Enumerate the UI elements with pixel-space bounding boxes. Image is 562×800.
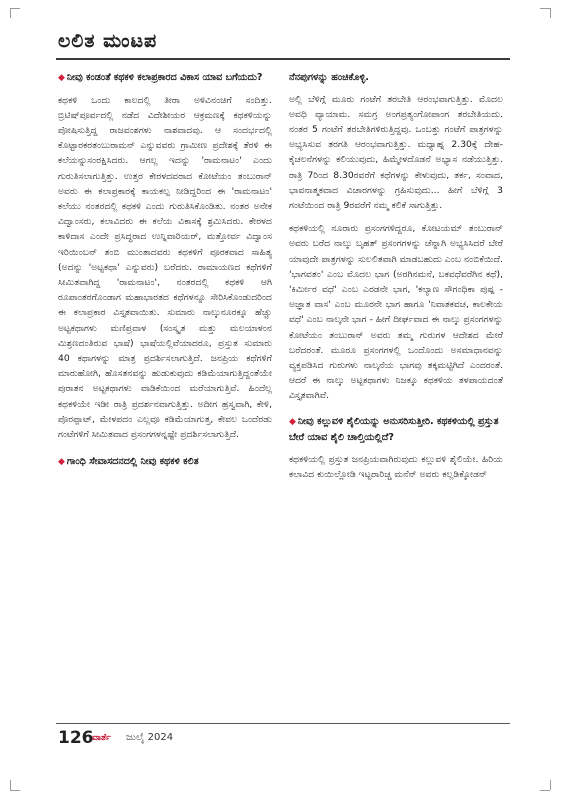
crop-mark xyxy=(550,8,551,18)
diamond-bullet-icon: ◆ xyxy=(58,457,65,468)
question-heading xyxy=(58,70,272,87)
question-continuation: ನೆನಪುಗಳನ್ನು ಹಂಚಿಕೊಳ್ಳಿ. xyxy=(289,72,369,83)
answer-paragraph: ಅಲ್ಲಿ ಬೆಳಿಗ್ಗೆ ಮೂರು ಗಂಟೆಗೆ ತರಬೇತಿ ಆರಂಭವಾಗುತ್ತಿತ್ತು. ಮೊದಲ ಅವಧಿ ವ್ಯಾಯಾಮ. ಸಮಗ್ರ ಅಂಗಪ್ರತ್ಯಂಗೋಪಾಂಗ ತರಬೇತಿಯದು. ನಂತರ 5 ಗಂಟೆಗೆ ತರಬೇತಿಗಳಿರುತ್ತಿದ್ದವು. ಒಂಬತ್ತು ಗಂಟೆಗೆ ಪಾತ್ರಗಳನ್ನು ಅಭ್ಯಸಿಸುವ ತರಗತಿ ಆರಂಭವಾಗುತ್ತಿತ್ತು. ಮಧ್ಯಾಹ್ನ 2.30ಕ್ಕೆ ದೇಹ-ಕೈಚಲನೆಗಳನ್ನು ಕಲಿಯುವುದು, ಹಿಮ್ಮೇಳದೊಡನೆ ಅಭ್ಯಾಸ ನಡೆಯುತ್ತಿತ್ತು. ರಾತ್ರಿ 7ರಿಂದ 8.30ರವರೆಗೆ ಕಥೆಗಳನ್ನು ಕೇಳುವುದು, ತರ್ಕ, ಸಂವಾದ, ಭಾವನಾತ್ಮಕವಾದ ವಿಚಾರಗಳನ್ನು ಗ್ರಹಿಸುವುದು... ಹೀಗೆ ಬೆಳಿಗ್ಗೆ 3 ಗಂಟೆಯಿಂದ ರಾತ್ರಿ 9ರವರೆಗೆ ನಮ್ಮ ಕಲಿಕೆ ಸಾಗುತ್ತಿತ್ತು. xyxy=(289,93,503,211)
crop-mark xyxy=(10,8,11,18)
issue-date: ಜುಲೈ 2024 xyxy=(126,732,174,743)
crop-mark xyxy=(540,790,550,791)
crop-mark xyxy=(10,790,20,791)
diamond-bullet-icon: ◆ xyxy=(289,416,296,427)
crop-mark xyxy=(10,780,11,790)
question-text: ನೀವು ಕಲ್ಲುವಳಿ ಶೈಲಿಯನ್ನು ಅನುಸರಿಸುತ್ತೀರಿ. ಕಥಕಳಿಯಲ್ಲಿ ಪ್ರಸ್ತುತ ಬೇರೆ ಯಾವ ಶೈಲಿ ಚಾಲ್ತಿಯಲ್ಲಿದೆ? xyxy=(289,415,499,444)
page-number: 126 xyxy=(58,728,94,748)
right-column xyxy=(289,70,503,490)
magazine-name: ವಾರ್ತೆ xyxy=(92,733,111,743)
section-title: ಲಲಿತ ಮಂಟಪ xyxy=(58,30,158,52)
answer-paragraph: ಕಥಕಳಿಯಲ್ಲಿ ನೂರಾರು ಪ್ರಸಂಗಗಳಿದ್ದರೂ, ಕೋಟಯಮ್ ತಂಬುರಾನ್ ಅವರು ಬರೆದ ನಾಲ್ಕು ಬೃಹತ್ ಪ್ರಸಂಗಗಳನ್ನು ಚೆನ್ನಾಗಿ ಅಭ್ಯಸಿಸಿದರೆ ಬೇರೆ ಯಾವುದೇ ಪಾತ್ರಗಳನ್ನು ಸುಲಲಿತವಾಗಿ ಮಾಡಬಹುದು ಎಂಬ ನಂಬಿಕೆಯಿದೆ. 'ಭಾಗವತಂ' ಎಂಬ ಮೊದಲ ಭಾಗ (ಅರಗಿನಮನೆ, ಬಕವಧೆವರೆಗಿನ ಕಥೆ), 'ಕಿರ್ಮೀರ ವಧೆ' ಎಂಬ ಎರಡನೇ ಭಾಗ, 'ಕಲ್ಯಾಣ ಸೌಗಂಧಿಕಾ ಪುಷ್ಪ - ಅಜ್ಞಾತ ವಾಸ' ಎಂಬ ಮೂರನೇ ಭಾಗ ಹಾಗೂ 'ನಿವಾತಕವಚ, ಕಾಲಕೇಯ ವಧೆ' ಎಂಬ ನಾಲ್ಕನೇ ಭಾಗ - ಹೀಗೆ ದೀರ್ಘವಾದ ಈ ನಾಲ್ಕು ಪ್ರಸಂಗಗಳನ್ನು ಕೋಟೆಯಂ ತಂಬುರಾನ್ ಅವರು ತಮ್ಮ ಗುರುಗಳ ಆದೇಶದ ಮೇರೆ ಬರೆದರಂತೆ. ಮೂರೂ ಪ್ರಸಂಗಗಳಲ್ಲಿ ಒಂದೊಂದು ಅಸಮಾಧಾನವನ್ನು ವ್ಯಕ್ತಪಡಿಸಿದ ಗುರುಗಳು ನಾಲ್ಕನೆಯ ಭಾಗವು ತಕ್ಕಮಟ್ಟಿಗಿದೆ ಎಂದರಂತೆ. ಆದರೆ ಈ ನಾಲ್ಕು ಅಟ್ಟಕಥಾಗಳು ನಿಜಕ್ಕೂ ಕಥಕಳಿಯ ತಳಪಾಯದಂತೆ ವಿಸ್ತೃತವಾಗಿವೆ. xyxy=(289,223,503,402)
header-rule xyxy=(56,58,510,60)
crop-mark xyxy=(10,8,20,9)
answer-paragraph: ಕಥಕಳಿಯಲ್ಲಿ ಪ್ರಸ್ತುತ ಜನಪ್ರಿಯವಾಗಿರುವುದು ಕಲ್ಲುವಳಿ ಶೈಲಿಯೇ. ಹಿರಿಯ ಕಲಾವಿದ ಕುಯಿಲ್ಲೋಡಿ ಇಟ್ಟರಾರಿಚ್ಚ ಮನೆನ್ ಅವರು ಕಲ್ಲಡಿಕ್ಕೋಡನ್ xyxy=(289,453,503,480)
left-column xyxy=(58,70,272,477)
diamond-bullet-icon: ◆ xyxy=(58,73,65,83)
question-text: ನೀವು ಕಂಡಂತೆ ಕಥಕಳಿ ಕಲಾಪ್ರಕಾರದ ವಿಕಾಸ ಯಾವ ಬಗೆಯದು? xyxy=(66,72,263,83)
question-heading xyxy=(58,454,272,471)
question-heading xyxy=(289,414,503,446)
crop-mark xyxy=(550,780,551,790)
answer-paragraph: ಕಥಕಳಿ ಒಂದು ಕಾಲದಲ್ಲಿ ತೀರಾ ಅಳಿವಿನಂಚಿಗೆ ಸಂದಿತ್ತು. ಬ್ರಿಟಿಷ್‌ಪೂರ್ವದಲ್ಲಿ ನಡೆದ ವಿದೇಶೀಯರ ಆಕ್ರಮಣಕ್ಕೆ ಕಥಕಳಿಯನ್ನು ಪೋಷಿಸುತ್ತಿದ್ದ ರಾಜವಂಶಗಳು ನಾಶವಾದವು. ಆ ಸಂದರ್ಭದಲ್ಲಿ ಕೊಟ್ಟಾರಕರತಂಬುರಾಮನ್ ಎನ್ನುವವರು ಗ್ರಾಮೀಣ ಪ್ರದೇಶಕ್ಕೆ ತೆರಳಿ ಈ ಕಲೆಯನ್ನುಸಂರಕ್ಷಿಸಿದರು. ಆಗಲ್ಲ ಇದನ್ನು 'ರಾಮನಾಟಂ' ಎಂದು ಗುರುತಿಸಲಾಗುತ್ತಿತ್ತು. ಉತ್ತರ ಕೇರಳದವರಾದ ಕೋಟೆಯಂ ತಂಬುರಾನ್ ಅವರು ಈ ಕಲಾಪ್ರಕಾರಕ್ಕೆ ಕಾಯಕಲ್ಪ ನೀಡಿದ್ದರಿಂದ ಈ 'ರಾಮನಾಟಂ' ಕಲೆಯು ನಂತರದಲ್ಲಿ ಕಥಕಳಿ ಎಂದು ಗುರುತಿಸಿಕೊಂಡಿತು. ನಂತರ ಅನೇಕ ವಿದ್ವಾಂಸರು, ಕಲಾವಿದರು ಈ ಕಲೆಯ ವಿಕಾಸಕ್ಕೆ ಶ್ರಮಿಸಿದರು. ಕೇರಳದ ಕಾಳಿದಾಸ ಎಂದೇ ಪ್ರಸಿದ್ಧರಾದ ಉನ್ನಿವಾರಿಯರ್, ಮತ್ತೋರ್ವ ವಿದ್ವಾಂಸ ಇರಿಯಿಂಬನ್ ತಂಬಿ ಮುಂತಾದವರು ಕಥಕಳಿಗೆ ಪೂರಕವಾದ ಸಾಹಿತ್ಯ (ಅದನ್ನು 'ಅಟ್ಟಕಥಾ' ಎನ್ನುವರು) ಬರೆದರು. ರಾಮಾಯಣದ ಕಥೆಗಳಿಗೆ ಸೀಮಿತವಾಗಿದ್ದ 'ರಾಮನಾಟಂ', ನಂತರದಲ್ಲಿ ಕಥಕಳಿ ಆಗಿ ರೂಪಾಂತರಗೊಂಡಾಗ ಮಹಾಭಾರತದ ಕಥೆಗಳನ್ನೂ ಸೇರಿಸಿಕೊಂಡುದರಿಂದ ಈ ಕಲಾಪ್ರಕಾರ ವಿಸ್ತೃತವಾಯಿತು. ಸುಮಾರು ನಾಲ್ಕುನೂರಕ್ಕೂ ಹೆಚ್ಚು ಅಟ್ಟಕಥಾಗಳು ಮಣಿಪ್ರವಾಳ (ಸಂಸ್ಕೃತ ಮತ್ತು ಮಲಯಾಳಂನ ಮಿಶ್ರಣದಂತಿರುವ ಭಾಷೆ) ಭಾಷೆಯಲ್ಲಿವೆಯಾದರೂ, ಪ್ರಸ್ತುತ ಸುಮಾರು 40 ಕಥಾಗಳನ್ನು ಮಾತ್ರ ಪ್ರದರ್ಶಿಸಲಾಗುತ್ತಿದೆ. ಜನಪ್ರಿಯ ಕಥೆಗಳಿಗೆ ಮಾರುಹೋಗಿ, ಹೊಸತನವನ್ನು ಹುಡುಕುವುದು ಕಡಿಮೆಯಾಗುತ್ತಿದ್ದಂತೆಯೇ ಪುರಾತನ ಅಟ್ಟಕಥಾಗಳು ವಾಡಿಕೆಯಿಂದ ಮರೆಯಾಗುತ್ತಿವೆ. ಹಿಂದೆಲ್ಲ ಕಥಕಳಿಯೇ ಇಡೀ ರಾತ್ರಿ ಪ್ರದರ್ಶನವಾಗುತ್ತಿತ್ತು. ಅದೀಗ ಹ್ರಸ್ವವಾಗಿ, ಕೇಳಿ, ಪೊರಪ್ಪಾಟ್, ಮೇಳಪದಂ ಎಲ್ಲವೂ ಕಡಿಮೆಯಾಗುತ್ತ, ಕೇವಲ ಒಂದೆರಡು ಗಂಟೆಗಳಿಗೆ ಸೀಮಿತವಾದ ಪ್ರಸಂಗಗಳನ್ನಷ್ಟೇ ಪ್ರದರ್ಶಿಸಲಾಗುತ್ತಿದೆ. xyxy=(58,94,272,440)
question-text: ಗಾಂಧಿ ಸೇವಾಸದನದಲ್ಲಿ ನೀವು ಕಥಕಳಿ ಕಲಿತ xyxy=(66,456,199,468)
footer-rule xyxy=(56,723,510,724)
crop-mark xyxy=(540,8,550,9)
